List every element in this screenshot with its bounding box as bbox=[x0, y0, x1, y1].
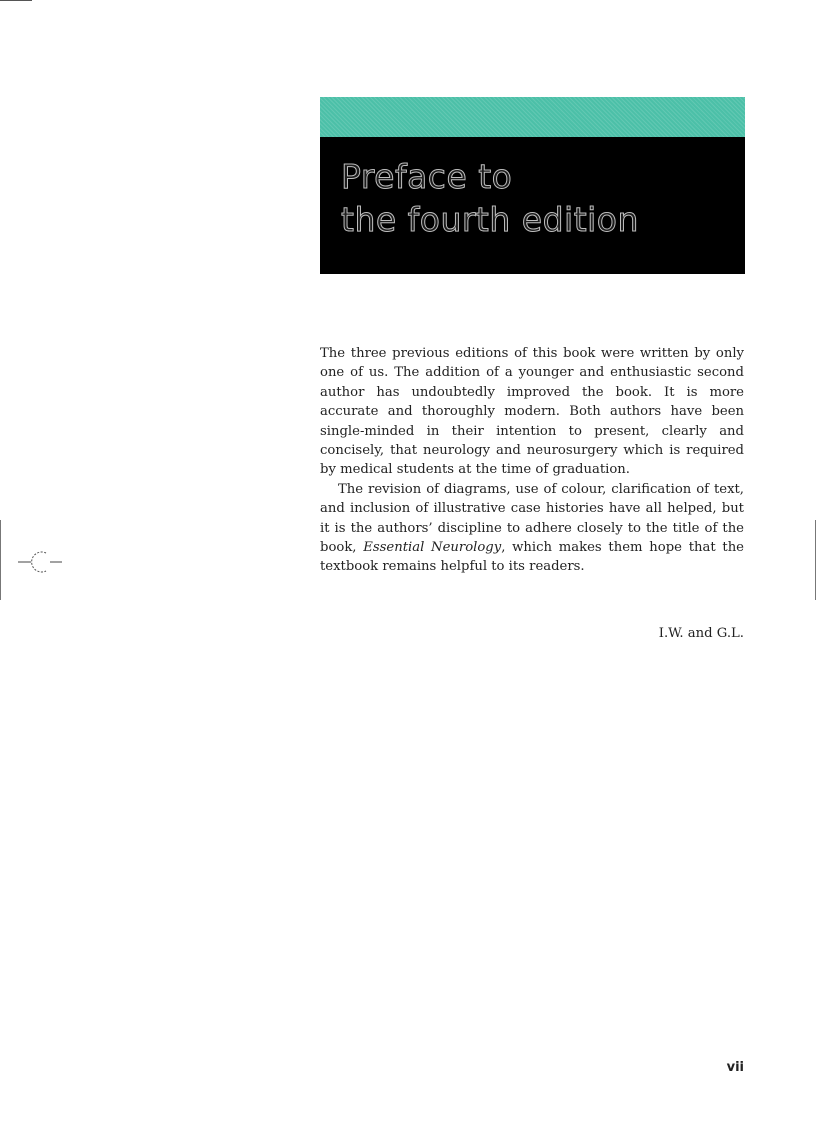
paragraph-2-text-end: , which makes them hope that the textbook remains helpful to its readers. bbox=[320, 540, 744, 575]
registration-mark-icon bbox=[18, 548, 62, 576]
chapter-title bbox=[341, 155, 639, 241]
chapter-title-block bbox=[320, 97, 745, 274]
paragraph-1: The three previous editions of this book were written by only one of us. The addition of a younger and enthusiastic second author has undoubtedly improved the book. It is more accurate and thoroughly modern. Both authors have been single-minded in their intention to present, clearly and concisely, that neurology and neurosurgery which is required by medical students at the time of graduation. bbox=[320, 346, 744, 478]
chapter-title-line-2: the fourth edition bbox=[341, 200, 639, 239]
chapter-title-line-1: Preface to bbox=[341, 157, 513, 196]
crop-mark-left bbox=[0, 520, 1, 600]
preface-body bbox=[320, 344, 744, 577]
title-color-band bbox=[320, 97, 745, 137]
paragraph-2-text-start: The revision of diagrams, use of colour, clarification of text, and inclusion of illustrative case histories have all helped, but it is the authors’ discipline to adhere closely to the title of the book, bbox=[320, 481, 744, 556]
paragraph-2 bbox=[320, 480, 744, 577]
book-title: Essential Neurology bbox=[363, 540, 502, 556]
crop-mark-top bbox=[0, 0, 32, 1]
page-number: vii bbox=[726, 1060, 744, 1075]
author-initials: I.W. and G.L. bbox=[658, 626, 744, 641]
